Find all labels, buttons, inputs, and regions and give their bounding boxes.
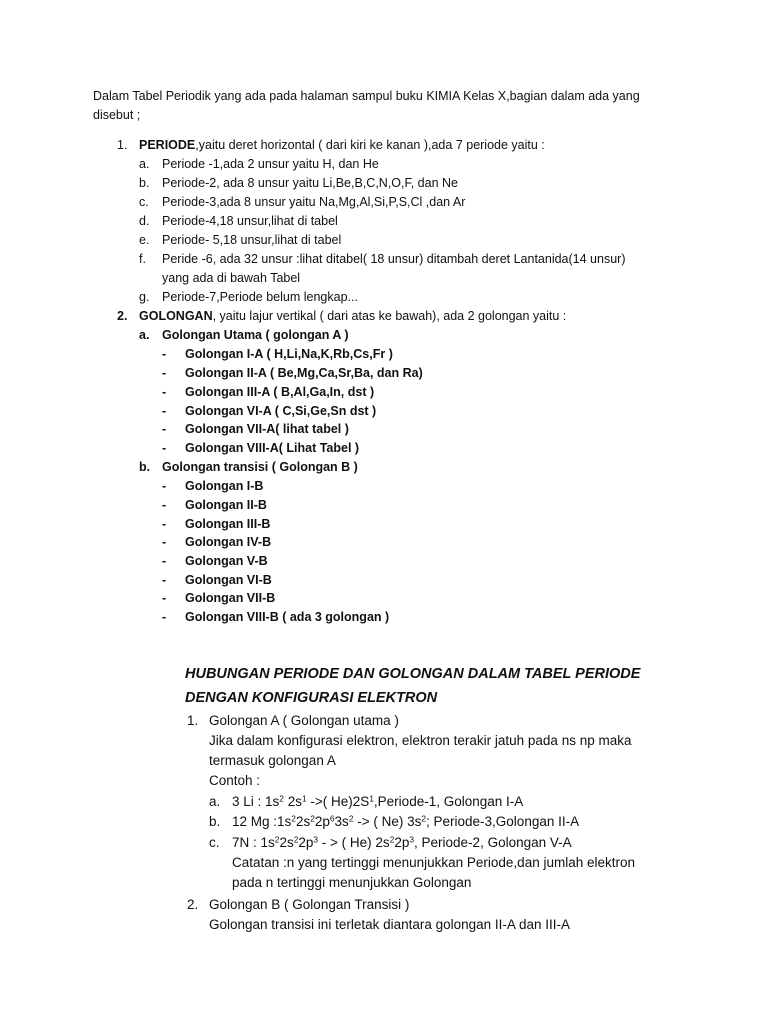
golongan-transisi-title: Golongan transisi ( Golongan B ) <box>162 460 358 474</box>
section2-heading-line-1: HUBUNGAN PERIODE DAN GOLONGAN DALAM TABEL PERIODE <box>185 666 641 682</box>
golongan-utama-item: Golongan VIII-A( Lihat Tabel ) <box>185 441 360 455</box>
example-marker: c. <box>209 835 220 850</box>
golongan-transisi-item: Golongan VII-B <box>185 591 276 605</box>
golongan-utama-item: Golongan I-A ( H,Li,Na,K,Rb,Cs,Fr ) <box>185 347 393 361</box>
golongan-transisi-item: Golongan VI-B <box>185 573 272 587</box>
periode-heading <box>139 136 545 154</box>
golongan-title: GOLONGAN <box>139 309 213 323</box>
section2-item1-desc-line-2: termasuk golongan A <box>209 753 336 768</box>
golongan-utama-item: Golongan III-A ( B,Al,Ga,In, dst ) <box>185 385 375 399</box>
section2-heading-line-2: DENGAN KONFIGURASI ELEKTRON <box>185 690 438 706</box>
periode-item-marker: f. <box>139 252 146 266</box>
periode-item-marker: d. <box>139 214 150 228</box>
golongan-transisi-item: Golongan IV-B <box>185 535 272 549</box>
example-marker: a. <box>209 794 221 809</box>
dash-bullet: - <box>162 347 167 361</box>
example-marker: b. <box>209 814 221 829</box>
section2-item1-title: Golongan A ( Golongan utama ) <box>209 713 399 728</box>
periode-item-continuation: yang ada di bawah Tabel <box>162 271 301 285</box>
golongan-transisi-item: Golongan I-B <box>185 479 264 493</box>
periode-item: Peride -6, ada 32 unsur :lihat ditabel( 18 unsur) ditambah deret Lantanida(14 unsur) <box>162 252 626 266</box>
section2-item1-number: 1. <box>187 713 199 728</box>
golongan-transisi-item: Golongan II-B <box>185 498 267 512</box>
periode-desc: ,yaitu deret horizontal ( dari kiri ke kanan ),ada 7 periode yaitu : <box>195 138 545 152</box>
dash-bullet: - <box>162 554 167 568</box>
example-configuration: 12 Mg $:1s^22s^22p^63s^2$ -> ( Ne) $3s^2$; Periode-3,Golongan II-A <box>232 813 580 829</box>
golongan-desc: , yaitu lajur vertikal ( dari atas ke bawah), ada 2 golongan yaitu : <box>212 309 567 323</box>
contoh-label: Contoh : <box>209 773 261 788</box>
dash-bullet: - <box>162 441 167 455</box>
example-configuration: 7N : $1s^22s^22p^3$ - > ( He) $2s^22p^3$, Periode-2, Golongan V-A <box>232 834 572 850</box>
section2-item2-title: Golongan B ( Golongan Transisi ) <box>209 897 410 912</box>
periode-item-marker: a. <box>139 157 150 171</box>
dash-bullet: - <box>162 385 167 399</box>
periode-item: Periode -1,ada 2 unsur yaitu H, dan He <box>162 157 379 171</box>
dash-bullet: - <box>162 422 167 436</box>
section2-item1-desc-line-1: Jika dalam konfigurasi elektron, elektron terakir jatuh pada ns np maka <box>209 733 632 748</box>
section2-item2-number: 2. <box>187 897 199 912</box>
catatan-line-1: Catatan :n yang tertinggi menunjukkan Periode,dan jumlah elektron <box>232 855 636 870</box>
periode-title: PERIODE <box>139 138 196 152</box>
dash-bullet: - <box>162 535 167 549</box>
periode-item-marker: b. <box>139 176 150 190</box>
periode-number: 1. <box>117 138 128 152</box>
periode-item: Periode-7,Periode belum lengkap... <box>162 290 358 304</box>
golongan-number: 2. <box>117 309 128 323</box>
golongan-heading <box>139 307 566 325</box>
catatan-line-2: pada n tertinggi menunjukkan Golongan <box>232 875 472 890</box>
periode-item-marker: g. <box>139 290 150 304</box>
golongan-utama-marker: a. <box>139 328 150 342</box>
dash-bullet: - <box>162 517 167 531</box>
example-configuration: 3 Li : $1s^2$ $2s^1$ ->( $He)2S^1,Periode-1$, Golongan I-A <box>232 793 524 809</box>
dash-bullet: - <box>162 573 167 587</box>
golongan-transisi-item: Golongan VIII-B ( ada 3 golongan ) <box>185 610 390 624</box>
dash-bullet: - <box>162 591 167 605</box>
intro-line-1: Dalam Tabel Periodik yang ada pada halaman sampul buku KIMIA Kelas X,bagian dalam ada yang <box>93 89 640 103</box>
golongan-transisi-item: Golongan V-B <box>185 554 268 568</box>
section2-item2-desc: Golongan transisi ini terletak diantara golongan II-A dan III-A <box>209 917 570 932</box>
dash-bullet: - <box>162 479 167 493</box>
golongan-utama-item: Golongan VI-A ( C,Si,Ge,Sn dst ) <box>185 404 377 418</box>
dash-bullet: - <box>162 610 167 624</box>
dash-bullet: - <box>162 404 167 418</box>
intro-line-2: disebut ; <box>93 108 141 122</box>
dash-bullet: - <box>162 498 167 512</box>
periode-item: Periode-4,18 unsur,lihat di tabel <box>162 214 338 228</box>
periode-item-marker: e. <box>139 233 150 247</box>
golongan-utama-title: Golongan Utama ( golongan A ) <box>162 328 349 342</box>
golongan-utama-item: Golongan II-A ( Be,Mg,Ca,Sr,Ba, dan Ra) <box>185 366 423 380</box>
golongan-transisi-marker: b. <box>139 460 151 474</box>
periode-item: Periode-3,ada 8 unsur yaitu Na,Mg,Al,Si,P,S,Cl ,dan Ar <box>162 195 466 209</box>
golongan-utama-item: Golongan VII-A( lihat tabel ) <box>185 422 349 436</box>
periode-item: Periode- 5,18 unsur,lihat di tabel <box>162 233 342 247</box>
golongan-transisi-item: Golongan III-B <box>185 517 271 531</box>
dash-bullet: - <box>162 366 167 380</box>
periode-item: Periode-2, ada 8 unsur yaitu Li,Be,B,C,N,O,F, dan Ne <box>162 176 458 190</box>
periode-item-marker: c. <box>139 195 149 209</box>
